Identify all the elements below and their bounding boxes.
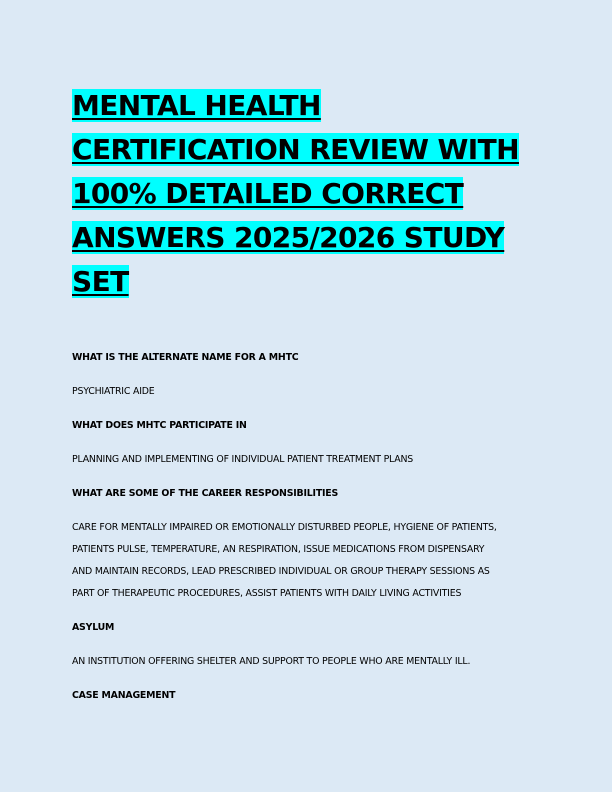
title-line: 100% DETAILED CORRECT bbox=[72, 177, 464, 210]
answer-line: AND MAINTAIN RECORDS, LEAD PRESCRIBED INDIVIDUAL OR GROUP THERAPY SESSIONS AS bbox=[72, 566, 490, 577]
question: ASYLUM bbox=[72, 622, 115, 633]
answer-line: CARE FOR MENTALLY IMPAIRED OR EMOTIONALLY DISTURBED PEOPLE, HYGIENE OF PATIENTS, bbox=[72, 522, 497, 533]
title-line: ANSWERS 2025/2026 STUDY bbox=[72, 221, 505, 254]
answer: PLANNING AND IMPLEMENTING OF INDIVIDUAL PATIENT TREATMENT PLANS bbox=[72, 454, 414, 465]
title-line: SET bbox=[72, 265, 129, 298]
question: WHAT IS THE ALTERNATE NAME FOR A MHTC bbox=[72, 352, 299, 363]
title-line: CERTIFICATION REVIEW WITH bbox=[72, 133, 519, 166]
qa-list bbox=[72, 347, 542, 719]
answer bbox=[72, 517, 542, 605]
document-title bbox=[72, 84, 542, 304]
title-line: MENTAL HEALTH bbox=[72, 89, 321, 122]
question: WHAT ARE SOME OF THE CAREER RESPONSIBILITIES bbox=[72, 488, 339, 499]
answer-line: PART OF THERAPEUTIC PROCEDURES, ASSIST PATIENTS WITH DAILY LIVING ACTIVITIES bbox=[72, 588, 462, 599]
question: CASE MANAGEMENT bbox=[72, 690, 176, 701]
answer: AN INSTITUTION OFFERING SHELTER AND SUPPORT TO PEOPLE WHO ARE MENTALLY ILL. bbox=[72, 656, 471, 667]
question: WHAT DOES MHTC PARTICIPATE IN bbox=[72, 420, 247, 431]
answer-line: PATIENTS PULSE, TEMPERATURE, AN RESPIRATION, ISSUE MEDICATIONS FROM DISPENSARY bbox=[72, 544, 485, 555]
answer: PSYCHIATRIC AIDE bbox=[72, 386, 155, 397]
